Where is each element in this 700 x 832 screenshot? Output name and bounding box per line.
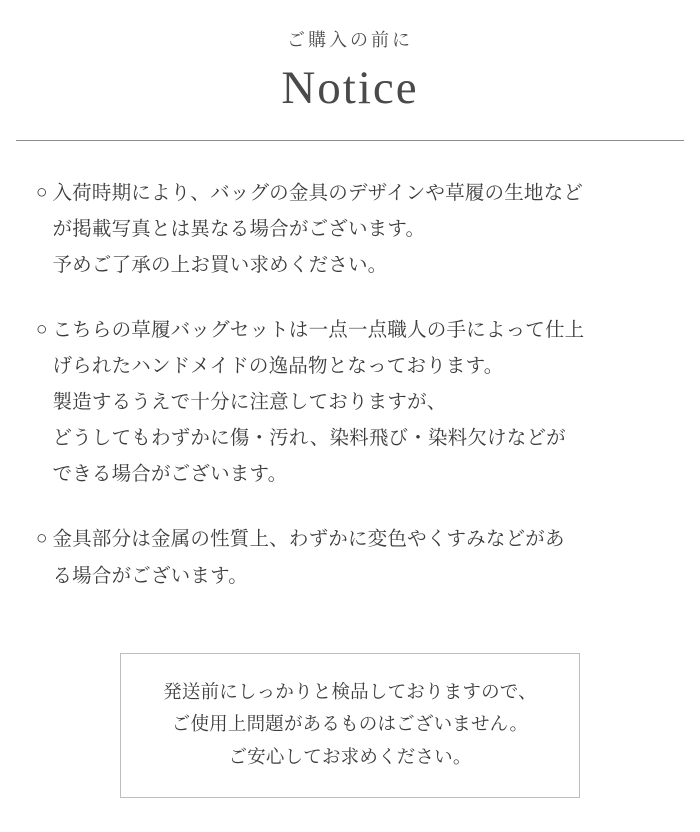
notice-list xyxy=(0,141,700,594)
notice-line: げられたハンドメイドの逸品物となっております。 xyxy=(52,355,504,378)
assurance-line: ご使用上問題があるものはございません。 xyxy=(171,713,529,735)
notice-text xyxy=(52,175,670,283)
notice-line: 金具部分は金属の性質上、わずかに変色やくすみなどがあ xyxy=(52,528,565,551)
circle-bullet-icon: ○ xyxy=(36,319,48,341)
notice-line: 予めご了承の上お買い求めください。 xyxy=(52,254,388,277)
list-item xyxy=(36,521,670,593)
notice-line: 入荷時期により、バッグの金具のデザインや草履の生地など xyxy=(52,181,584,204)
assurance-line: 発送前にしっかりと検品しておりますので、 xyxy=(163,681,537,702)
circle-bullet-icon: ○ xyxy=(36,528,48,550)
page-title: Notice xyxy=(281,62,419,115)
notice-text xyxy=(52,312,670,492)
notice-text xyxy=(52,521,670,593)
notice-line: る場合がございます。 xyxy=(52,564,248,587)
circle-bullet-icon: ○ xyxy=(36,181,48,203)
header-subtitle: ご購入の前に xyxy=(287,30,413,50)
notice-line: こちらの草履バッグセットは一点一点職人の手によって仕上 xyxy=(52,319,585,342)
notice-line: どうしてもわずかに傷・汚れ、染料飛び・染料欠けなどが xyxy=(52,427,566,450)
page-header xyxy=(0,0,700,141)
assurance-line: ご安心してお求めください。 xyxy=(228,745,472,767)
notice-line: できる場合がございます。 xyxy=(52,463,288,486)
assurance-box xyxy=(120,653,580,798)
list-item xyxy=(36,312,670,492)
list-item xyxy=(36,175,670,283)
notice-line: 製造するうえで十分に注意しておりますが、 xyxy=(52,391,447,414)
notice-line: が掲載写真とは異なる場合がございます。 xyxy=(52,218,426,240)
